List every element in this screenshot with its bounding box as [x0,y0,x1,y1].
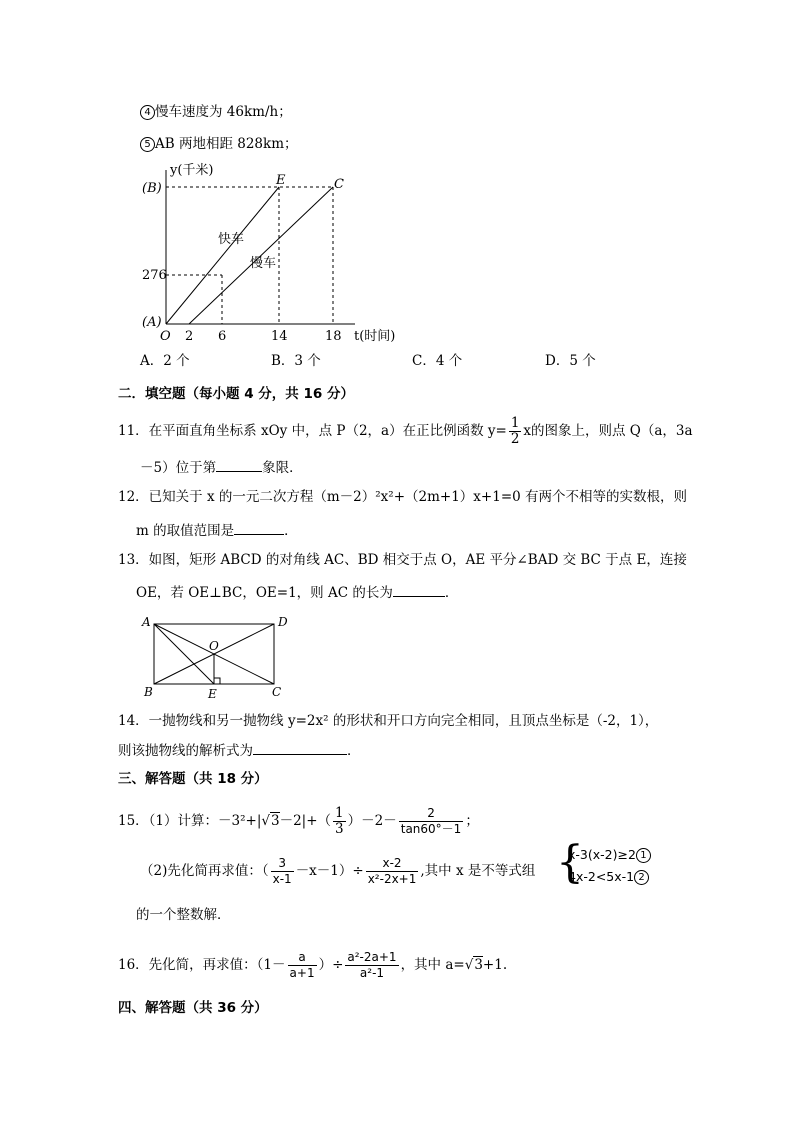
point-E: E [276,173,286,188]
question-13-line1: 13．如图，矩形 ABCD 的对角线 AC、BD 相交于点 O，AE 平分∠BAD 交 BC 于点 E，连接 [118,552,687,568]
point-C: C [334,177,344,192]
inequality-2: 4x-2<5x-1 2 [568,868,649,886]
inequality-1: x-3(x-2)≥2 1 [568,846,651,864]
answer-blank-11[interactable] [216,457,262,472]
choice-d: D．5 个 [545,353,596,369]
frac-a-squared: $\frac{\text{a²-2a+1}}{\text{a²-1}}$ [347,950,397,980]
question-13-line2: OE，若 OE⊥BC，OE=1，则 AC 的长为 ． [136,582,458,602]
option-4: 4 慢车速度为 46km/h； [140,103,292,121]
question-14-line2: 则该抛物线的解析式为 ． [118,740,361,760]
label-E: E [208,687,217,701]
sqrt-sign-16: √ [464,957,474,973]
label-O: O [209,639,219,653]
tick-14: 14 [271,329,288,344]
fast-car-label: 快车 [218,232,245,247]
label-D: D [278,615,288,629]
label-B: B [144,685,153,699]
tick-2: 2 [185,329,194,344]
section-solve1-heading: 三、解答题（共 18 分） [118,771,268,787]
tick-6: 6 [218,329,227,344]
question-11-line2: －5）位于第 象限． [140,457,303,477]
question-16: 16．先化简，再求值：（1－ $\frac{a}{a+1}$ ）÷ $\frac{\text{a²-2a+1}}{\text{a²-1}}$ ，其中 a=√3+1. [118,950,508,980]
y-axis-label: y(千米) [170,163,214,178]
label-C: C [272,685,282,699]
tick-18: 18 [325,329,342,344]
choice-a: A．2 个 [140,353,190,369]
slow-car-label: 慢车 [250,256,277,271]
distance-time-graph [140,160,420,350]
question-15-part2: （2)先化简再求值：（ $\frac{3}{x-1}$ －x－1）÷ $\frac{x-2}{\text{x²-2x+1}}$ ,其中 x 是不等式组 [140,856,536,886]
frac-half: $\frac{1}{2}$ [510,415,520,447]
right-angle-mark [214,678,220,684]
circled-4: 4 [140,105,155,120]
rectangle-figure [138,612,298,702]
question-11-line1: 11．在平面直角坐标系 xOy 中，点 P（2，a）在正比例函数 y= $\frac{1}{2}$ x的图象上，则点 Q（a，3a [118,415,693,447]
question-15-part1: 15．（1）计算：－3²+|√3－2|+（ $\frac{1}{3}$ ）－2－ $\frac{2}{\tan 60^\circ-1}$ ； [118,805,479,837]
answer-blank-12[interactable] [234,520,284,535]
frac-x-2: $\frac{x-2}{\text{x²-2x+1}}$ [367,856,417,886]
section-fill-heading: 二．填空题（每小题 4 分，共 16 分） [118,386,354,402]
option-5: 5 AB 两地相距 828km； [140,135,298,153]
question-12-line1: 12．已知关于 x 的一元二次方程（m－2）²x²+（2m+1）x+1=0 有两个不相等的实数根，则 [118,489,688,505]
question-15-line3: 的一个整数解． [136,907,231,923]
frac-one-third: $\frac{1}{3}$ [335,805,344,837]
question-12-line2: m 的取值范围是 ． [136,520,298,540]
section-solve2-heading: 四、解答题（共 36 分） [118,1000,268,1016]
y-276: 276 [142,268,167,283]
answer-blank-14[interactable] [253,740,347,755]
frac-a-over-a-plus-1: $\frac{a}{a+1}$ [289,950,315,980]
origin-label: O [160,329,171,344]
answer-blank-13[interactable] [393,582,445,597]
choice-c: C．4 个 [412,353,463,369]
frac-3-over-x-1: $\frac{3}{x-1}$ [272,856,292,886]
sqrt-sign: √ [261,813,270,829]
frac-tan: $\frac{2}{\tan 60^\circ-1}$ [400,806,462,836]
label-A: A [142,615,151,629]
circled-1: 1 [636,848,651,863]
circled-5: 5 [140,137,155,152]
label-A: (A) [142,315,162,330]
inequality-brace: { [556,837,584,888]
choice-b: B．3 个 [271,353,321,369]
segment-AE [154,624,214,684]
x-axis-label: t(时间) [354,329,396,344]
question-14-line1: 14．一抛物线和另一抛物线 y=2x² 的形状和开口方向完全相同，且顶点坐标是（-2，1）， [118,713,659,729]
label-B: (B) [142,181,162,196]
circled-2: 2 [634,870,649,885]
